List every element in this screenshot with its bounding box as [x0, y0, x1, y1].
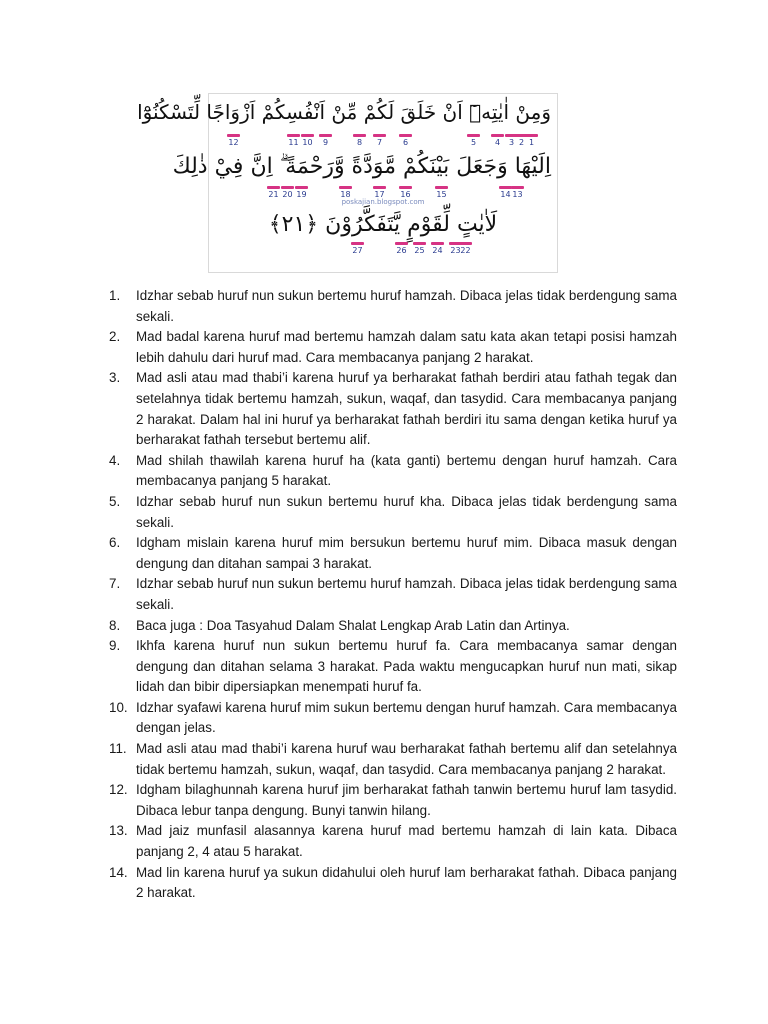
- marker-underline: [395, 242, 408, 245]
- note-number: 2.: [109, 329, 121, 345]
- marker-number: 24: [432, 246, 443, 255]
- tajwid-marker: [351, 242, 364, 255]
- tajwid-marker: [467, 134, 480, 147]
- note-item: [104, 286, 677, 327]
- note-item: [104, 698, 677, 739]
- marker-number: 3: [508, 138, 515, 147]
- tajwid-marker: [227, 134, 240, 147]
- marker-underline: [491, 134, 504, 137]
- marker-number: 2: [518, 138, 525, 147]
- marker-underline: [339, 186, 352, 189]
- marker-underline: [295, 186, 308, 189]
- note-item: [104, 327, 677, 368]
- marker-underline: [511, 186, 524, 189]
- note-item: [104, 863, 677, 904]
- tajwid-marker: [373, 134, 386, 147]
- watermark-text: poskajian.blogspot.com: [341, 198, 425, 206]
- marker-number: 12: [228, 138, 239, 147]
- marker-underline: [413, 242, 426, 245]
- marker-number: 8: [356, 138, 363, 147]
- marker-number: 14: [500, 190, 511, 199]
- note-item: [104, 492, 677, 533]
- marker-underline: [459, 242, 472, 245]
- marker-number: 26: [396, 246, 407, 255]
- marker-underline: [373, 134, 386, 137]
- marker-number: 22: [460, 246, 471, 255]
- note-text: Idgham bilaghunnah karena huruf jim berharakat fathah tanwin bertemu huruf lam tasydid. Dibaca lebur tanpa dengung. Bunyi tanwin hilang.: [136, 782, 677, 818]
- note-text: Idzhar syafawi karena huruf mim sukun bertemu dengan huruf hamzah. Cara membacanya dengan jelas.: [136, 699, 677, 736]
- tajwid-marker: [353, 134, 366, 147]
- marker-number: 21: [268, 190, 279, 199]
- marker-number: 10: [302, 138, 313, 147]
- note-text: Idzhar sebab huruf nun sukun bertemu huruf hamzah. Dibaca jelas tidak berdengung sama sekali.: [136, 576, 677, 612]
- marker-underline: [399, 186, 412, 189]
- marker-underline: [467, 134, 480, 137]
- marker-underline: [353, 134, 366, 137]
- verse-line-3: لَاٰيٰتٍ لِّقَوْمٍ يَّتَفَكَّرُوْنَ ﴿٢١﴾: [268, 212, 498, 237]
- marker-number: 9: [322, 138, 329, 147]
- marker-underline: [301, 134, 314, 137]
- tajwid-marker: [525, 134, 538, 147]
- note-number: 6.: [109, 535, 121, 551]
- tajwid-marker: [301, 134, 314, 147]
- marker-number: 25: [414, 246, 425, 255]
- note-item: [104, 368, 677, 450]
- note-item: [104, 821, 677, 862]
- marker-underline: [267, 186, 280, 189]
- note-number: 10.: [109, 699, 128, 715]
- note-text: Mad asli atau mad thabi’i karena huruf ya berharakat fathah berdiri atau fathah tegak dan setelahnya tidak bertemu hamzah, sukun, waqaf, dan tasydid. Cara membacanya panjang 2 harakat. Dalam hal ini huruf ya berharakat fathah berdiri itu sama dengan ketika huruf ya berharakat fathah tersebut bertemu alif.: [136, 370, 677, 448]
- note-text: Mad jaiz munfasil alasannya karena huruf mad bertemu hamzah di lain kata. Dibaca panjang 2, 4 atau 5 harakat.: [136, 823, 677, 860]
- note-text: Mad lin karena huruf ya sukun didahului oleh huruf lam berharakat fathah. Dibaca panjang 2 harakat.: [136, 864, 677, 901]
- note-text: Mad badal karena huruf mad bertemu hamzah dalam satu kata akan tetapi posisi hamzah lebih dahulu dari huruf mad. Cara membacanya panjang 2 harakat.: [136, 329, 677, 365]
- note-number: 11.: [109, 741, 127, 757]
- tajwid-figure: [137, 93, 558, 273]
- verse-line-1: وَمِنْ اٰيٰتِهٖٓ اَنْ خَلَقَ لَكُمْ مِّنْ اَنْفُسِكُمْ اَزْوَاجًا لِّتَسْكُنُوْٓا: [137, 100, 551, 124]
- marker-underline: [227, 134, 240, 137]
- marker-number: 16: [400, 190, 411, 199]
- tajwid-marker: [491, 134, 504, 147]
- note-text: Baca juga : Doa Tasyahud Dalam Shalat Lengkap Arab Latin dan Artinya.: [136, 617, 570, 633]
- note-item: [104, 636, 677, 698]
- marker-underline: [373, 186, 386, 189]
- note-text: Ikhfa karena huruf nun sukun bertemu huruf fa. Cara membacanya samar dengan dengung dan ditahan selama 3 harakat. Pada waktu mengucapkan huruf nun mati, sikap lidah dan bibir dipersiapkan menempati huruf fa.: [136, 638, 677, 695]
- marker-number: 17: [374, 190, 385, 199]
- note-number: 1.: [109, 288, 121, 303]
- note-text: Mad shilah thawilah karena huruf ha (kata ganti) bertemu dengan huruf hamzah. Cara membacanya panjang 5 harakat.: [136, 452, 677, 489]
- marker-number: 27: [352, 246, 363, 255]
- note-text: Mad asli atau mad thabi’i karena huruf wau berharakat fathah bertemu alif dan setelahnya tidak bertemu hamzah, sukun, waqaf, dan tasydid. Cara membacanya panjang 2 harakat.: [136, 741, 677, 777]
- tajwid-marker: [395, 242, 408, 255]
- note-number: 8.: [109, 617, 121, 633]
- marker-underline: [431, 242, 444, 245]
- marker-underline: [281, 186, 294, 189]
- note-item: [104, 574, 677, 615]
- tajwid-marker: [431, 242, 444, 255]
- marker-number: 6: [402, 138, 409, 147]
- note-item: [104, 451, 677, 492]
- note-number: 9.: [109, 638, 121, 654]
- marker-number: 13: [512, 190, 523, 199]
- note-number: 7.: [109, 576, 121, 592]
- note-number: 14.: [109, 864, 128, 880]
- note-number: 13.: [109, 823, 128, 839]
- marker-number: 1: [528, 138, 535, 147]
- tajwid-marker: [287, 134, 300, 147]
- marker-number: 19: [296, 190, 307, 199]
- note-item: [104, 616, 677, 637]
- marker-number: 18: [340, 190, 351, 199]
- marker-underline: [351, 242, 364, 245]
- note-number: 4.: [109, 452, 121, 468]
- marker-row-1: [209, 134, 557, 156]
- verse-line-2: اِلَيْهَا وَجَعَلَ بَيْنَكُمْ مَّوَدَّةً وَّرَحْمَةً ۗ اِنَّ فِيْ ذٰلِكَ: [172, 154, 551, 179]
- marker-underline: [525, 134, 538, 137]
- tajwid-marker: [413, 242, 426, 255]
- marker-underline: [287, 134, 300, 137]
- marker-number: 11: [288, 138, 299, 147]
- marker-number: 5: [470, 138, 477, 147]
- marker-number: 20: [282, 190, 293, 199]
- tajwid-marker: [399, 134, 412, 147]
- tajwid-notes-list: [104, 286, 677, 904]
- tajwid-marker: [459, 242, 472, 255]
- note-number: 5.: [109, 493, 121, 509]
- note-text: Idgham mislain karena huruf mim bersukun bertemu huruf mim. Dibaca masuk dengan dengung dan ditahan sampai 3 harakat.: [136, 535, 677, 571]
- marker-number: 7: [376, 138, 383, 147]
- note-item: [104, 780, 677, 821]
- note-number: 3.: [109, 370, 121, 386]
- note-text: Idzhar sebab huruf nun sukun bertemu huruf kha. Dibaca jelas tidak berdengung sama sekali.: [136, 493, 677, 530]
- tajwid-marker: [319, 134, 332, 147]
- note-item: [104, 533, 677, 574]
- marker-row-3: [209, 242, 557, 264]
- marker-number: 15: [436, 190, 447, 199]
- marker-underline: [435, 186, 448, 189]
- marker-underline: [319, 134, 332, 137]
- note-item: [104, 739, 677, 780]
- note-number: 12.: [109, 782, 128, 798]
- marker-number: 4: [494, 138, 501, 147]
- marker-underline: [399, 134, 412, 137]
- note-text: Idzhar sebab huruf nun sukun bertemu huruf hamzah. Dibaca jelas tidak berdengung sama sekali.: [136, 288, 677, 324]
- marker-number: 23: [450, 246, 461, 255]
